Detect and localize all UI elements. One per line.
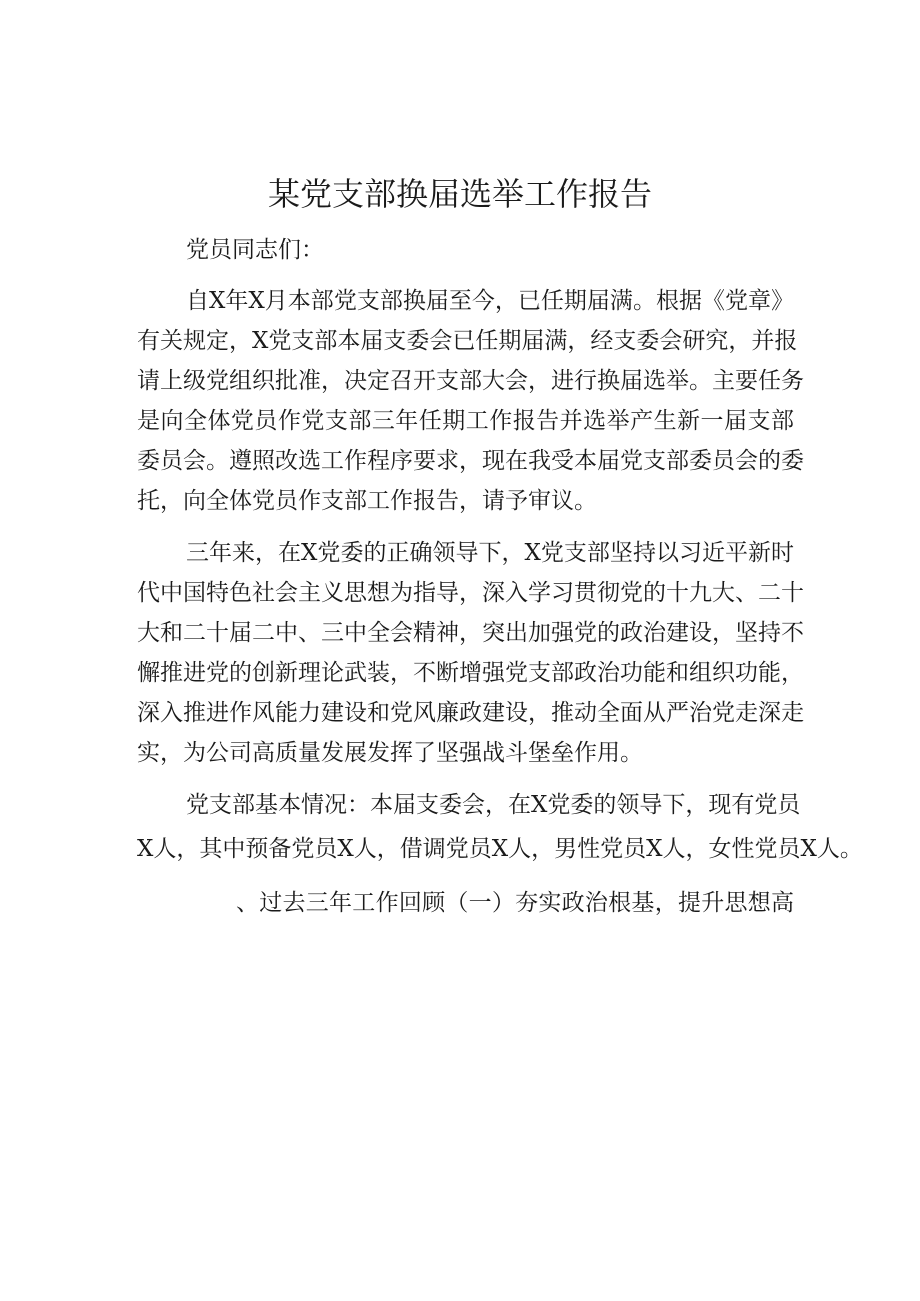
paragraph-line: X人，其中预备党员X人，借调党员X人，男性党员X人，女性党员X人。 <box>137 836 863 862</box>
paragraph-line: 是向全体党员作党支部三年任期工作报告并选举产生新一届支部 <box>137 408 794 434</box>
paragraph-line: 托，向全体党员作支部工作报告，请予审议。 <box>137 488 597 514</box>
paragraph-line: 懈推进党的创新理论武装，不断增强党支部政治功能和组织功能， <box>137 660 804 686</box>
section-heading-line: 、过去三年工作回顾（一）夯实政治根基，提升思想高 <box>236 890 794 916</box>
paragraph-line: 有关规定，X党支部本届支委会已任期届满，经支委会研究，并报 <box>137 328 798 354</box>
document-title: 某党支部换届选举工作报告 <box>267 175 652 213</box>
paragraph-line: 实，为公司高质量发展发挥了坚强战斗堡垒作用。 <box>137 740 643 766</box>
paragraph-line: 党支部基本情况：本届支委会，在X党委的领导下，现有党员 <box>186 792 801 818</box>
paragraph-line: 自X年X月本部党支部换届至今，已任期届满。根据《党章》 <box>186 288 794 314</box>
paragraph-line: 代中国特色社会主义思想为指导，深入学习贯彻党的十九大、二十 <box>137 580 804 606</box>
paragraph-line: 请上级党组织批准，决定召开支部大会，进行换届选举。主要任务 <box>137 368 804 394</box>
paragraph-line: 委员会。遵照改选工作程序要求，现在我受本届党支部委员会的委 <box>137 448 804 474</box>
paragraph-line: 三年来，在X党委的正确领导下，X党支部坚持以习近平新时 <box>186 540 794 566</box>
paragraph-line: 大和二十届二中、三中全会精神，突出加强党的政治建设，坚持不 <box>137 620 804 646</box>
salutation: 党员同志们： <box>186 237 324 263</box>
paragraph-line: 深入推进作风能力建设和党风廉政建设，推动全面从严治党走深走 <box>137 700 804 726</box>
